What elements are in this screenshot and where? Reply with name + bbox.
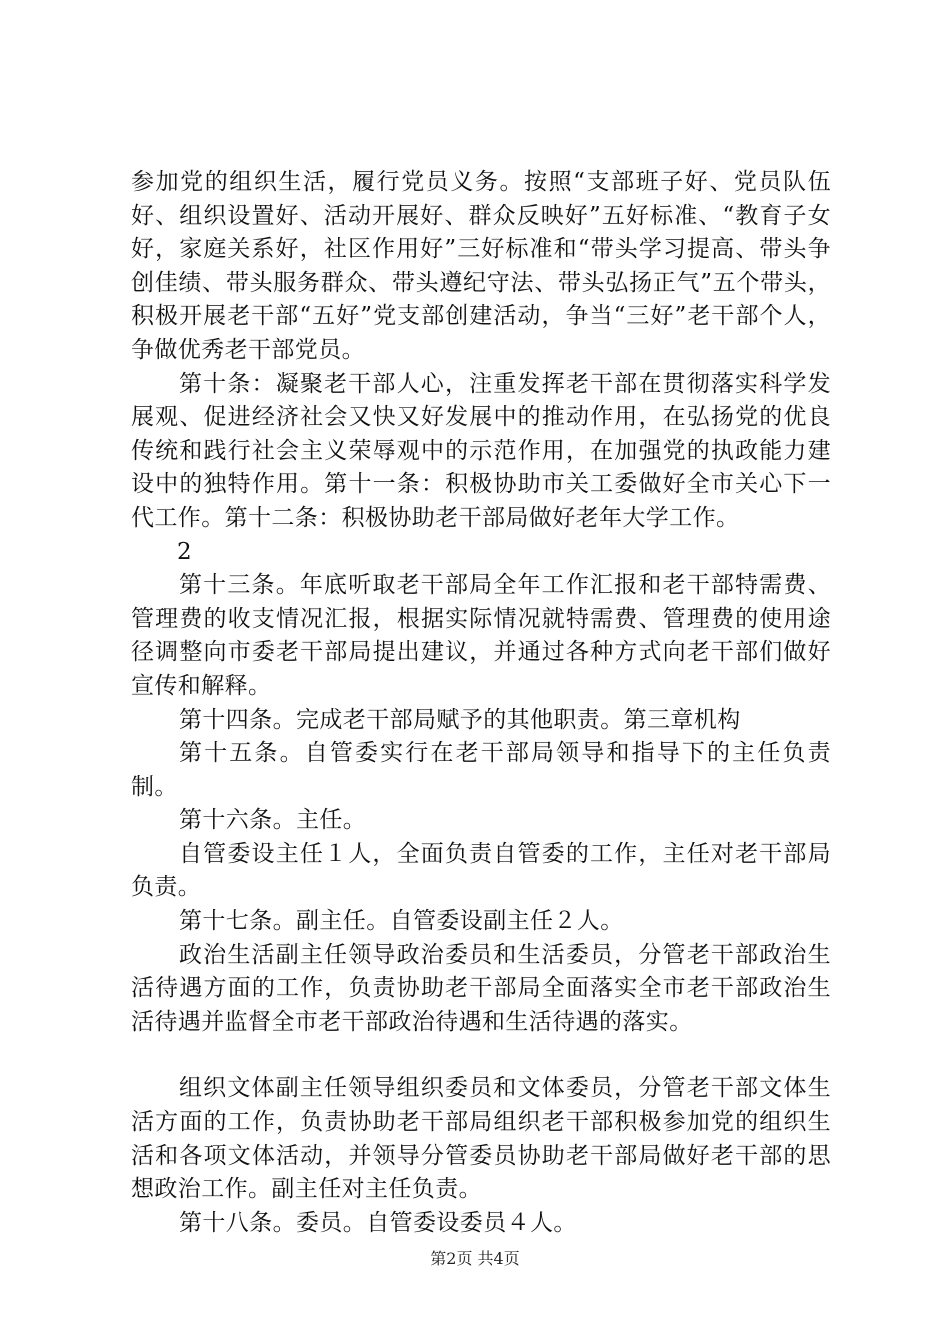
paragraph-article-16: 第十六条。主任。: [179, 807, 367, 834]
inline-page-number: 2: [177, 538, 193, 565]
paragraph-culture-deputy: 组织文体副主任领导组织委员和文体委员，分管老干部文体生活方面的工作，负责协助老干部局组织老干部积极参加党的组织生活和各项文体活动，并领导分管委员协助老干部局做好老干部的思想政治工作。副主任对主任负责。: [131, 1075, 831, 1203]
paragraph-political-deputy: 政治生活副主任领导政治委员和生活委员，分管老干部政治生活待遇方面的工作，负责协助老干部局全面落实全市老干部政治生活待遇并监督全市老干部政治待遇和生活待遇的落实。: [131, 941, 831, 1035]
document-body: [131, 166, 831, 1240]
paragraph-article-18: 第十八条。委员。自管委设委员４人。: [179, 1209, 577, 1236]
paragraph-party-activities: 参加党的组织生活，履行党员义务。按照“支部班子好、党员队伍好、组织设置好、活动开展好、群众反映好”五好标准、“教育子女好，家庭关系好，社区作用好”三好标准和“带头学习提高、带头争创佳绩、带头服务群众、带头遵纪守法、带头弘扬正气”五个带头，积极开展老干部“五好”党支部创建活动，争当“三好”老干部个人，争做优秀老干部党员。: [131, 169, 831, 363]
paragraph-article-17: 第十七条。副主任。自管委设副主任２人。: [179, 908, 624, 935]
paragraph-article-13: 第十三条。年底听取老干部局全年工作汇报和老干部特需费、管理费的收支情况汇报，根据实际情况就特需费、管理费的使用途径调整向市委老干部局提出建议，并通过各种方式向老干部们做好宣传和解释。: [131, 572, 831, 699]
paragraph-article-14: 第十四条。完成老干部局赋予的其他职责。第三章机构: [179, 706, 741, 733]
paragraph-article-15: 第十五条。自管委实行在老干部局领导和指导下的主任负责制。: [131, 740, 831, 800]
page-footer: 第2页 共4页: [430, 1249, 520, 1268]
paragraph-article-10-12: 第十条：凝聚老干部人心，注重发挥老干部在贯彻落实科学发展观、促进经济社会又快又好发展中的推动作用，在弘扬党的优良传统和践行社会主义荣辱观中的示范作用，在加强党的执政能力建设中的独特作用。第十一条：积极协助市关工委做好全市关心下一代工作。第十二条：积极协助老干部局做好老年大学工作。: [131, 370, 831, 531]
paragraph-spacer: [131, 1039, 831, 1072]
paragraph-director: 自管委设主任１人，全面负责自管委的工作，主任对老干部局负责。: [131, 840, 831, 901]
